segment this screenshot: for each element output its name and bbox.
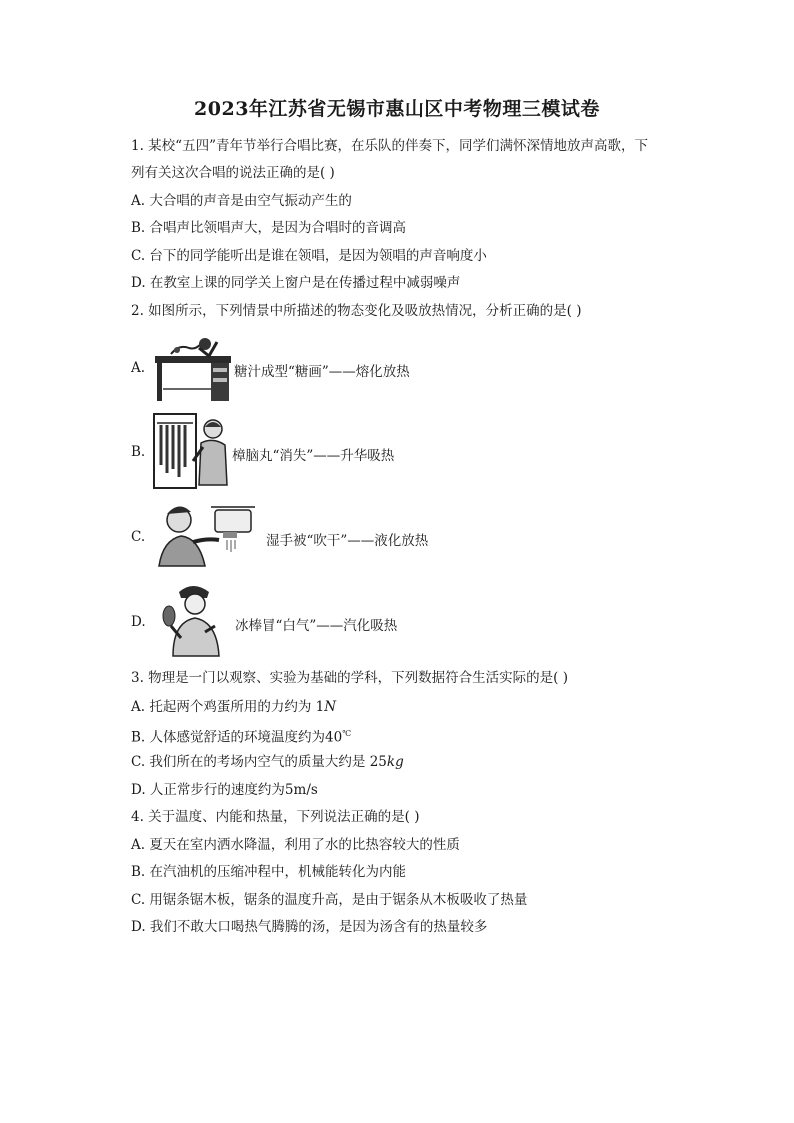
q3-option-b: B. 人体感觉舒适的环境温度约为40℃ xyxy=(131,729,352,746)
q1-option-a: A. 大合唱的声音是由空气振动产生的 xyxy=(131,193,352,209)
q2-option-d-text: 冰棒冒“白气”——汽化吸热 xyxy=(235,618,398,634)
q2-option-a-label: A. xyxy=(131,360,146,376)
page-title: 2023年江苏省无锡市惠山区中考物理三模试卷 xyxy=(194,98,600,120)
q3-option-d: D. 人正常步行的速度约为5m/s xyxy=(131,782,318,798)
q1-option-d: D. 在教室上课的同学关上窗户是在传播过程中减弱噪声 xyxy=(131,275,461,291)
q2-stem: 2. 如图所示，下列情景中所描述的物态变化及吸放热情况，分析正确的是( ) xyxy=(131,303,582,319)
q2-option-b-label: B. xyxy=(131,444,146,460)
popsicle-boy-illustration xyxy=(153,582,233,658)
q2-option-b-text: 樟脑丸“消失”——升华吸热 xyxy=(232,448,395,464)
hand-dryer-illustration xyxy=(153,502,265,568)
q2-option-d-label: D. xyxy=(131,614,146,630)
q4-option-b: B. 在汽油机的压缩冲程中，机械能转化为内能 xyxy=(131,864,407,880)
q2-option-c-text: 湿手被“吹干”——液化放热 xyxy=(266,533,429,549)
q4-option-a: A. 夏天在室内洒水降温，利用了水的比热容较大的性质 xyxy=(131,837,460,853)
q1-option-b: B. 合唱声比领唱声大，是因为合唱时的音调高 xyxy=(131,220,407,236)
q3-option-c: C. 我们所在的考场内空气的质量大约是 25kg xyxy=(131,754,404,770)
sugar-painting-illustration xyxy=(153,332,233,404)
camphor-wardrobe-illustration xyxy=(153,413,231,489)
q3-option-a: A. 托起两个鸡蛋所用的力约为 1N xyxy=(131,699,337,715)
q4-option-d: D. 我们不敢大口喝热气腾腾的汤，是因为汤含有的热量较多 xyxy=(131,919,488,935)
q3-stem: 3. 物理是一门以观察、实验为基础的学科，下列数据符合生活实际的是( ) xyxy=(131,670,568,686)
q2-option-a-text: 糖汁成型“糖画”——熔化放热 xyxy=(234,364,410,380)
q1-stem-line2: 列有关这次合唱的说法正确的是( ) xyxy=(131,165,335,181)
q4-option-c: C. 用锯条锯木板，锯条的温度升高，是由于锯条从木板吸收了热量 xyxy=(131,892,528,908)
q1-stem-line1: 1. 某校“五四”青年节举行合唱比赛，在乐队的伴奏下，同学们满怀深情地放声高歌，下 xyxy=(131,138,648,154)
q2-option-c-label: C. xyxy=(131,529,146,545)
q1-option-c: C. 台下的同学能听出是谁在领唱，是因为领唱的声音响度小 xyxy=(131,248,487,264)
q4-stem: 4. 关于温度、内能和热量，下列说法正确的是( ) xyxy=(131,809,420,825)
